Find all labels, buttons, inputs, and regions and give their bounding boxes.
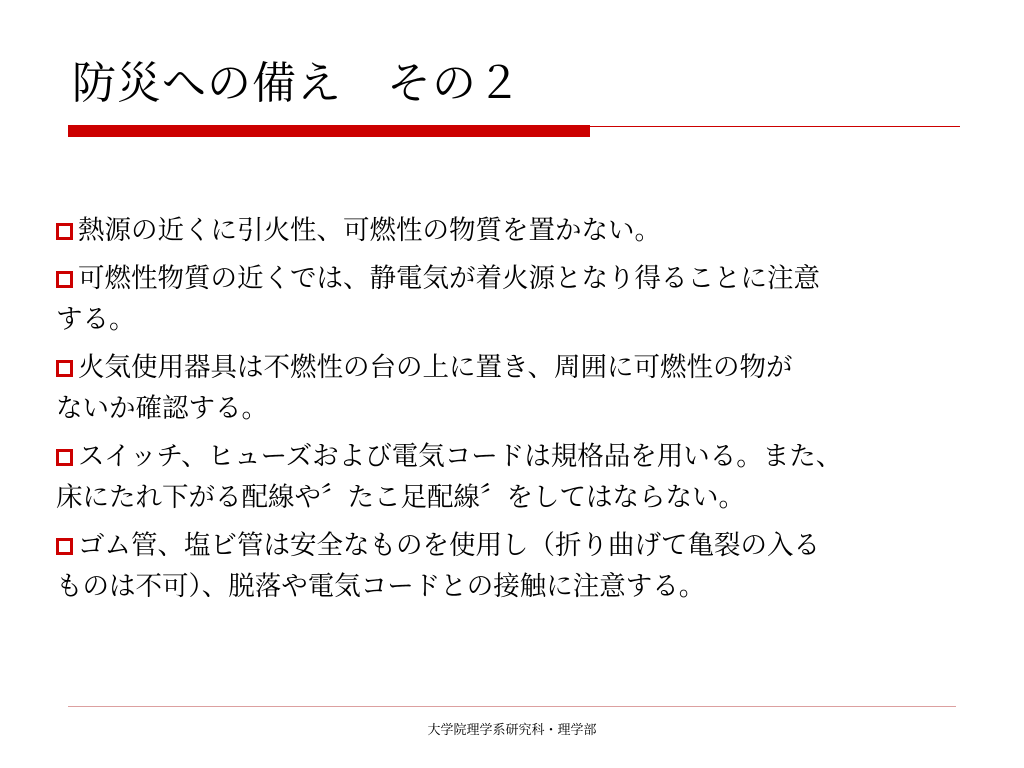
- bullet-line: [56, 258, 986, 299]
- title-underline-thick: [68, 125, 590, 137]
- bullet-text: スイッチ、ヒューズおよび電気コードは規格品を用いる。また、: [78, 441, 843, 472]
- hollow-square-bullet-icon: [56, 538, 73, 555]
- bullet-item: [56, 525, 986, 607]
- bullet-item: [56, 347, 986, 429]
- bullet-item: [56, 436, 986, 518]
- bullet-text: 可燃性物質の近くでは、静電気が着火源となり得ることに注意: [78, 263, 820, 294]
- bullet-line: [56, 436, 986, 477]
- bullet-item: [56, 258, 986, 340]
- hollow-square-bullet-icon: [56, 360, 73, 377]
- bullet-continuation: ものは不可）、脱落や電気コードとの接触に注意する。: [56, 571, 706, 602]
- bullet-continuation: ないか確認する。: [56, 393, 268, 424]
- bullet-text: ゴム管、塩ビ管は安全なものを使用し（折り曲げて亀裂の入る: [78, 530, 820, 561]
- hollow-square-bullet-icon: [56, 271, 73, 288]
- bullet-continuation: 床にたれ下がる配線や〞たこ足配線〞をしてはならない。: [56, 482, 745, 513]
- footer-affiliation: 大学院理学系研究科・理学部: [427, 723, 597, 738]
- bullet-item: [56, 210, 986, 251]
- hollow-square-bullet-icon: [56, 449, 73, 466]
- slide-title: 防災への備え その２: [72, 58, 522, 109]
- bullet-line: [56, 210, 986, 251]
- bullet-continuation: する。: [56, 304, 136, 335]
- bullet-text: 火気使用器具は不燃性の台の上に置き、周囲に可燃性の物が: [78, 352, 793, 383]
- title-underline-thin: [590, 126, 960, 127]
- bullet-line: [56, 525, 986, 566]
- bullet-line: [56, 347, 986, 388]
- bullet-text: 熱源の近くに引火性、可燃性の物質を置かない。: [78, 215, 661, 246]
- bullet-list: [56, 210, 986, 614]
- footer-divider: [68, 706, 956, 707]
- hollow-square-bullet-icon: [56, 223, 73, 240]
